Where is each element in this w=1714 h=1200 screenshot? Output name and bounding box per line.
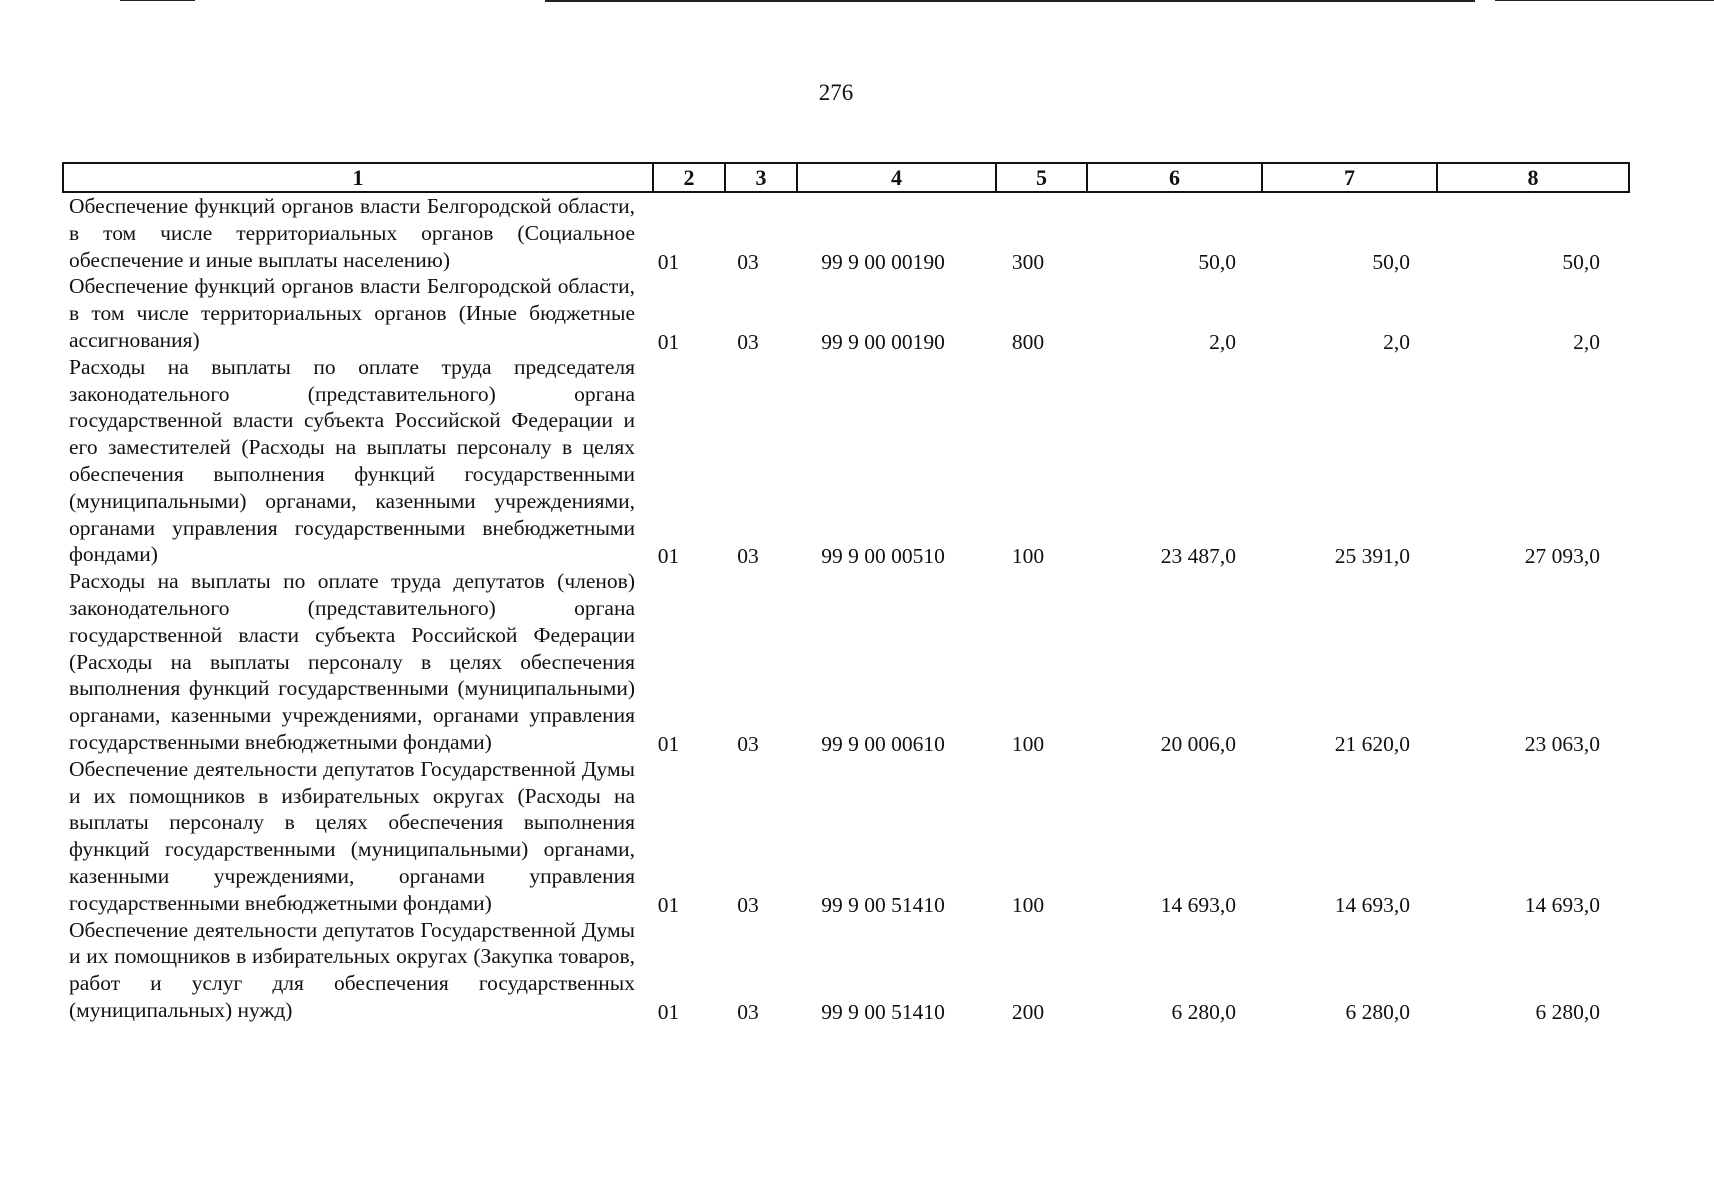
row-target-article: 99 9 00 00190 xyxy=(821,249,945,274)
row-section: 01 xyxy=(657,329,680,354)
table-row xyxy=(62,273,1622,353)
row-target-article: 99 9 00 00610 xyxy=(821,731,945,756)
row-target-article: 99 9 00 00190 xyxy=(821,329,945,354)
row-sum-col6: 50,0 xyxy=(1198,249,1236,274)
row-description: Расходы на выплаты по оплате труда депутатов (членов) законодательного (представительного) органа государственной власти субъекта Российской Федерации (Расходы на выплаты персоналу в целях обеспечения выполнения функций государственными (муниципальными) органами, казенными учреждениями, органами управления государственными внебюджетными фондами) xyxy=(69,569,635,754)
row-sum-col6: 14 693,0 xyxy=(1160,892,1236,917)
row-description: Обеспечение деятельности депутатов Государственной Думы и их помощников в избирательных округах (Закупка товаров, работ и услуг для обеспечения государственных (муниципальных) нужд) xyxy=(69,917,635,1022)
table-row xyxy=(62,917,1622,1024)
header-col-1: 1 xyxy=(64,164,654,191)
row-target-article: 99 9 00 51410 xyxy=(821,892,945,917)
row-expense-type: 800 xyxy=(1011,329,1045,354)
row-sum-col8: 6 280,0 xyxy=(1535,999,1600,1024)
row-section: 01 xyxy=(657,731,680,756)
row-target-article: 99 9 00 51410 xyxy=(821,999,945,1024)
row-sum-col7: 21 620,0 xyxy=(1334,731,1410,756)
row-section: 01 xyxy=(657,249,680,274)
header-col-5: 5 xyxy=(997,164,1088,191)
row-expense-type: 100 xyxy=(1011,892,1045,917)
row-subsection: 03 xyxy=(737,892,759,917)
table-row xyxy=(62,354,1622,568)
scan-top-line-left xyxy=(120,0,195,1)
row-subsection: 03 xyxy=(737,544,759,569)
row-sum-col8: 23 063,0 xyxy=(1524,731,1600,756)
row-sum-col8: 2,0 xyxy=(1573,329,1600,354)
header-col-2: 2 xyxy=(654,164,726,191)
row-sum-col8: 50,0 xyxy=(1562,249,1600,274)
row-subsection: 03 xyxy=(737,249,759,274)
row-sum-col7: 6 280,0 xyxy=(1345,999,1410,1024)
scan-top-line-right xyxy=(1495,0,1714,1)
row-sum-col7: 2,0 xyxy=(1383,329,1410,354)
header-col-6: 6 xyxy=(1088,164,1263,191)
row-sum-col7: 14 693,0 xyxy=(1334,892,1410,917)
table-header xyxy=(62,162,1630,193)
header-col-7: 7 xyxy=(1263,164,1438,191)
header-col-3: 3 xyxy=(726,164,798,191)
row-description: Обеспечение функций органов власти Белгородской области, в том числе территориальных органов (Социальное обеспечение и иные выплаты населению) xyxy=(69,194,635,272)
row-description: Обеспечение функций органов власти Белгородской области, в том числе территориальных органов (Иные бюджетные ассигнования) xyxy=(69,274,635,352)
row-subsection: 03 xyxy=(737,329,759,354)
row-sum-col6: 20 006,0 xyxy=(1160,731,1236,756)
page-number: 276 xyxy=(818,80,854,105)
table-row xyxy=(62,756,1622,917)
row-target-article: 99 9 00 00510 xyxy=(821,544,945,569)
header-col-8: 8 xyxy=(1527,165,1539,190)
table-body xyxy=(62,193,1622,1024)
scan-top-line xyxy=(545,0,1475,2)
row-expense-type: 300 xyxy=(1011,249,1045,274)
row-sum-col7: 50,0 xyxy=(1372,249,1410,274)
table-row xyxy=(62,568,1622,756)
row-sum-col8: 27 093,0 xyxy=(1524,544,1600,569)
row-expense-type: 100 xyxy=(1011,731,1045,756)
row-section: 01 xyxy=(657,999,680,1024)
row-expense-type: 100 xyxy=(1011,544,1045,569)
header-col-4: 4 xyxy=(798,164,997,191)
row-subsection: 03 xyxy=(737,731,759,756)
table-row xyxy=(62,193,1622,273)
row-subsection: 03 xyxy=(737,999,759,1024)
row-description: Обеспечение деятельности депутатов Государственной Думы и их помощников в избирательных округах (Расходы на выплаты персоналу в целях обеспечения выполнения функций государственными (муниципальными) органами, казенными учреждениями, органами управления государственными внебюджетными фондами) xyxy=(69,756,635,915)
row-description: Расходы на выплаты по оплате труда председателя законодательного (представительного) органа государственной власти субъекта Российской Федерации и его заместителей (Расходы на выплаты персоналу в целях обеспечения выполнения функций государственными (муниципальными) органами, казенными учреждениями, органами управления государственными внебюджетными фондами) xyxy=(69,354,635,567)
row-section: 01 xyxy=(657,544,680,569)
row-sum-col6: 2,0 xyxy=(1209,329,1236,354)
row-sum-col8: 14 693,0 xyxy=(1524,892,1600,917)
row-section: 01 xyxy=(657,892,680,917)
row-sum-col6: 6 280,0 xyxy=(1171,999,1236,1024)
row-sum-col7: 25 391,0 xyxy=(1334,544,1410,569)
row-sum-col6: 23 487,0 xyxy=(1160,544,1236,569)
row-expense-type: 200 xyxy=(1011,999,1045,1024)
